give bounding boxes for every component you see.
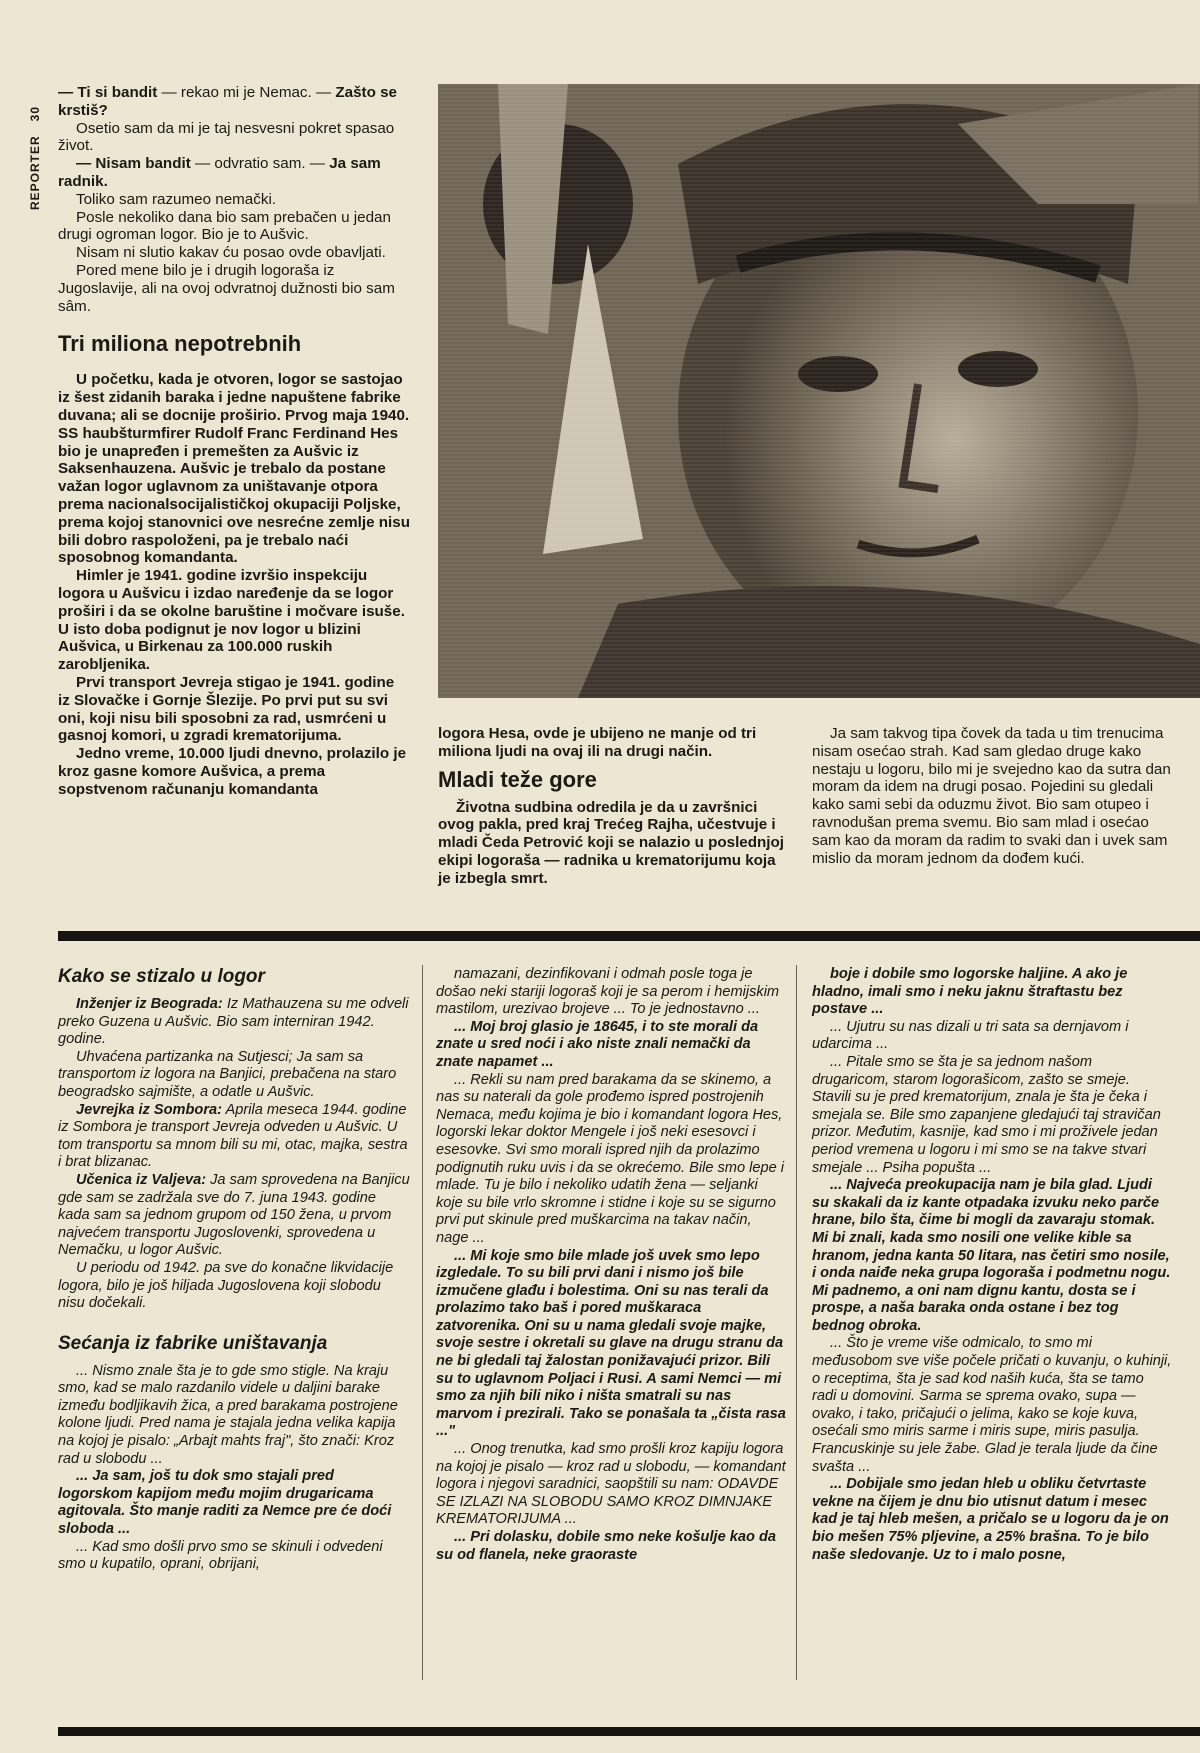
paragraph bbox=[58, 262, 410, 315]
testimony-list bbox=[58, 996, 410, 1313]
column-rule-1 bbox=[422, 965, 423, 1680]
paragraph bbox=[812, 1177, 1172, 1335]
text-run: Ja sam radnik. bbox=[58, 155, 381, 190]
text-run: ... Nismo znale šta je to gde smo stigle. Na kraju smo, kad se malo razdanilo videle u daljini barake između bodljikavih žica, a pred barakama postrojene kolone ljudi. Pred nama je stajala jedna velika kapija na kojoj je pisalo: „Arbajt mahts fraj", što znači: Kroz rad u slobodu ... bbox=[58, 1362, 398, 1467]
paragraph bbox=[58, 120, 410, 156]
text-run: ... Rekli su nam pred barakama da se skinemo, a nas su naterali da gole prođemo ispred postrojenih Nemaca, među kojima je bio i komandant logora Hes, logorski lekar doktor Mengele i još neki esesovci i esesovke. Svi smo morali ispred njih da prolazimo podignutih ruku uvis i da se okrećemo. Bile smo lepe i mlade. Tu je bilo i nekoliko udatih žena — seljanki koje su bile vrlo skromne i stidne i koje su se sigurno prvi put skinule pred muškarcima na takav način, nage ... bbox=[436, 1071, 784, 1246]
text-run: Osetio sam da mi je taj nesvesni pokret spasao život. bbox=[58, 119, 395, 155]
text-run: ... Onog trenutka, kad smo prošli kroz kapiju logora na kojoj je pisalo — kroz rad u slobodu, — komandant logora i njegovi saradnici, saopštili su nam: ODAVDE SE IZLAZI NA SLOBODU SAMO KROZ DIMNJAKE KREMATORIJUMA ... bbox=[436, 1441, 786, 1528]
text-run: Aprila meseca 1944. godine iz Sombora je transport Jevreja odveden u Aušvic. U tom transportu sa mnom bili su mi, otac, majka, sestra i brat blizanac. bbox=[58, 1101, 408, 1171]
paragraph bbox=[58, 1102, 410, 1172]
paragraph: Jedno vreme, 10.000 ljudi dnevno, prolazilo je kroz gasne komore Aušvica, a prema sopstvenom računanju komandanta bbox=[58, 745, 407, 798]
paragraph bbox=[812, 1054, 1172, 1177]
paragraph: Životna sudbina odredila je da u završnici ovog pakla, pred kraj Trećeg Rajha, učestvuje i mladi Čeda Petrović koji se nalazio u poslednjoj ekipi logoraša — radnika u krematorijumu koja je izbegla smrt. bbox=[438, 798, 785, 887]
paragraph bbox=[58, 155, 410, 191]
paragraph bbox=[58, 209, 410, 245]
paragraph bbox=[58, 1363, 410, 1469]
paragraph bbox=[58, 1539, 410, 1574]
text-run: — rekao mi je Nemac. — bbox=[157, 84, 336, 101]
text-run: namazani, dezinfikovani i odmah posle toga je došao neki stariji logoraš koji je sa perom i hemijskim mastilom, urezivao brojeve ... To je jednostavno ... bbox=[436, 966, 780, 1018]
paragraph bbox=[812, 1335, 1172, 1476]
right-column bbox=[812, 725, 1172, 867]
paragraph: logora Hesa, ovde je ubijeno ne manje od tri miliona ljudi na ovaj ili na drugi način. bbox=[438, 725, 757, 760]
photo-illustration bbox=[438, 84, 1200, 698]
intro-paragraphs bbox=[58, 84, 410, 315]
middle-column bbox=[438, 725, 790, 888]
page-number: 30 bbox=[28, 105, 42, 122]
paragraph bbox=[58, 1049, 410, 1102]
memories-list-3 bbox=[812, 966, 1172, 1564]
text-run: Pored mene bilo je i drugih logoraša iz Jugoslavije, ali na ovoj odvratnoj dužnosti bio sam sâm. bbox=[58, 261, 395, 315]
paragraph bbox=[58, 1468, 410, 1538]
text-run: Učenica iz Valjeva: bbox=[76, 1171, 207, 1188]
paragraph bbox=[58, 1172, 410, 1260]
paragraph: U početku, kada je otvoren, logor se sastojao iz šest zidanih baraka i jedne napuštene fabrike duvana; ali se docnije proširio. Prvog maja 1940. SS haubšturmfirer Rudolf Franc Ferdinand Hes bio je unapređen i premešten za Aušvic iz Saksenhauzena. Aušvic je trebalo da postane važan logor uglavnom za uništavanje otpora prema nacionalsocijalističkoj okupaciji Poljske, prema kojoj stanovnici ove nesrećne zemlje nisu bili dobro raspoloženi, pa je trebalo naći sposobnog komandanta. bbox=[58, 371, 410, 567]
paragraph bbox=[812, 1019, 1172, 1054]
text-run: — odvratio sam. — bbox=[190, 155, 330, 173]
paragraph bbox=[58, 996, 410, 1049]
paragraph: Ja sam takvog tipa čovek da tada u tim trenucima nisam osećao strah. Kad sam gledao druge kako nestaju u logoru, bilo mi je svejedno kao da sutra dan moram da idem na drugi posao. Pojedini su gledali kako sami sebi da oduzmu život. Bio sam otupeo i ravnodušan prema svemu. Bio sam mlad i osećao sam kao da moram da radim to svaki dan i uvek sam mislio da moram jednom da dođem kući. bbox=[812, 725, 1171, 867]
heading-kako-se-stizalo: Kako se stizalo u logor bbox=[58, 966, 265, 987]
text-run: Ja sam sprovedena na Banjicu gde sam se zadržala sve do 7. juna 1943. godine kada sam sa jednom grupom od 150 žena, u prvom najvećem transportu Jugoslovenki, sprovedena u Nemačku, u logor Aušvic. bbox=[58, 1171, 410, 1259]
section-tri-miliona bbox=[58, 371, 410, 798]
text-run: Posle nekoliko dana bio sam prebačen u jedan drugi ogroman logor. Bio je to Aušvic. bbox=[58, 208, 391, 244]
text-run: ... Mi koje smo bile mlade još uvek smo lepo izgledale. To su bili prvi dani i nismo još bile izmučene glađu i bolestima. Oni su nas terali da prolazimo tako baš i pored muškaraca zatvorenika. Oni su u nama gledali svoje majke, svoje sestre i okretali su glave na drugu stranu da ne bi gledali taj žalostan ponižavajući prizor. Bili su to uglavnom Poljaci i Rusi. A sami Nemci — mi smo za njih bili niko i ništa smatrali su nas marvom i prezirali. Tako se ponašala ta „čista rasa ..." bbox=[436, 1247, 786, 1440]
box-column-1 bbox=[58, 966, 410, 1574]
text-run: ... Što je vreme više odmicalo, to smo mi međusobom sve više počele pričati o kuvanju, o kuhinji, o receptima, šta je sad kod naših kuća, šta se tamo radi u domovini. Sarma se sprema ovako, supa — ovako, i tako, pričajući o jelima, kako se koje kuva, osećali smo miris sarme i miris supe, miris pasulja. Francuskinje su jele žabe. Glad je terala ljude da čine svašta ... bbox=[812, 1335, 1172, 1475]
paragraph: Prvi transport Jevreja stigao je 1941. godine iz Slovačke i Gornje Šlezije. Po prvi put su svi oni, koji nisu bili sposobni za rad, usmrćeni u gasnoj komori, u zgradi krematorijuma. bbox=[58, 673, 395, 745]
text-run: ... Dobijale smo jedan hleb u obliku četvrtaste vekne na čijem je dnu bio utisnut datum i mesec kad je taj hleb mešen, a pričalo se u logoru da je on bio mešen 75% pljevine, a 25% brašna. To je bilo naše sledovanje. Uz to i malo posne, bbox=[812, 1476, 1169, 1563]
paragraph bbox=[58, 191, 410, 209]
text-run: ... Moj broj glasio je 18645, i to ste morali da znate u sred noći i ako niste znali nemački da znate napamet ... bbox=[436, 1018, 759, 1070]
paragraph bbox=[436, 966, 786, 1019]
box-column-2 bbox=[436, 966, 786, 1564]
paragraph bbox=[812, 966, 1172, 1019]
text-run: ... Pitale smo se šta je sa jednom našom drugaricom, starom logorašicom, zašto se smeje. Stavili su je pred krematorijum, znala je šta je čeka i smejala se. Bile smo zapanjene gledajući taj stravičan prizor. Međutim, kasnije, kad smo i mi proživele jedan period vremena u logoru i mi smo se na takve stvari smejale ... Psiha popušta ... bbox=[812, 1053, 1161, 1176]
left-column bbox=[58, 84, 410, 798]
paragraph bbox=[812, 1476, 1172, 1564]
column-rule-2 bbox=[796, 965, 797, 1680]
text-run: ... Ja sam, još tu dok smo stajali pred logorskom kapijom među mojim drugaricama agitovala. Što manje raditi za Nemce pre će doći sloboda ... bbox=[58, 1468, 392, 1538]
box-column-3 bbox=[812, 966, 1172, 1564]
text-run: — Nisam bandit bbox=[76, 155, 191, 173]
page-header-vertical bbox=[28, 106, 42, 210]
magazine-name: REPORTER bbox=[28, 135, 42, 210]
text-run: — Ti si bandit bbox=[58, 84, 158, 101]
paragraph bbox=[436, 1248, 786, 1442]
paragraph bbox=[58, 1260, 410, 1313]
paragraph bbox=[58, 84, 410, 120]
text-run: Inženjer iz Beograda: bbox=[76, 996, 223, 1012]
top-divider bbox=[58, 931, 1200, 941]
memories-list-2 bbox=[436, 966, 786, 1564]
text-run: Iz Mathauzena su me odveli preko Guzena u Aušvic. Bio sam interniran 1942. godine. bbox=[58, 996, 409, 1048]
heading-mladi-teze-gore: Mladi teže gore bbox=[438, 766, 597, 792]
heading-tri-miliona: Tri miliona nepotrebnih bbox=[58, 331, 302, 357]
text-run: Uhvaćena partizanka na Sutjesci; Ja sam sa transportom iz logora na Banjici, prebačena na staro beogradsko sajmište, a odatle u Aušvic. bbox=[58, 1048, 397, 1100]
text-run: boje i dobile smo logorske haljine. A ako je hladno, imali smo i neku jaknu štraftastu bez postave ... bbox=[812, 966, 1128, 1018]
bottom-divider bbox=[58, 1727, 1200, 1736]
text-run: Jevrejka iz Sombora: bbox=[76, 1101, 223, 1118]
text-run: ... Pri dolasku, dobile smo neke košulje kao da su od flanela, neke graoraste bbox=[436, 1529, 776, 1563]
photograph-man-in-cap bbox=[438, 84, 1200, 698]
paragraph bbox=[436, 1072, 786, 1248]
text-run: ... Ujutru su nas dizali u tri sata sa dernjavom i udarcima ... bbox=[812, 1018, 1129, 1053]
paragraph: Himler je 1941. godine izvršio inspekciju logora u Aušvicu i izdao naređenje da se logor proširi i da se okolne baruštine i močvare isuše. U isto doba podignut je nov logor u blizini Aušvica, u Birkenau za 100.000 ruskih zarobljenika. bbox=[58, 567, 405, 674]
memories-list bbox=[58, 1363, 410, 1574]
text-run: U periodu od 1942. pa sve do konačne likvidacije logora, bilo je još hiljada Jugoslovena koji slobodu nisu dočekali. bbox=[58, 1259, 394, 1312]
text-run: Zašto se krstiš? bbox=[58, 84, 397, 119]
text-run: Toliko sam razumeo nemački. bbox=[76, 190, 277, 208]
text-run: Nisam ni slutio kakav ću posao ovde obavljati. bbox=[76, 244, 386, 262]
paragraph bbox=[436, 1529, 786, 1564]
heading-secanja: Sećanja iz fabrike uništavanja bbox=[58, 1332, 328, 1354]
paragraph bbox=[436, 1019, 786, 1072]
paragraph bbox=[436, 1441, 786, 1529]
text-run: ... Najveća preokupacija nam je bila glad. Ljudi su skakali da iz kante otpadaka izvuku neko parče hrane, bilo šta, čime bi mogli da zavaraju stomak. Mi bi znali, kada smo nosili one velike kible sa hranom, jedna kanta 50 litara, nas četiri smo nosile, i onda naiđe neka grupa logoraša i podmetnu nogu. Mi padnemo, a oni nam dignu kantu, dosta se i prospe, a naša baraka onda ostane i bez tog bednog obroka. bbox=[812, 1177, 1171, 1334]
paragraph bbox=[58, 244, 410, 262]
text-run: ... Kad smo došli prvo smo se skinuli i odvedeni smo u kupatilo, oprani, obrijani, bbox=[58, 1538, 383, 1573]
